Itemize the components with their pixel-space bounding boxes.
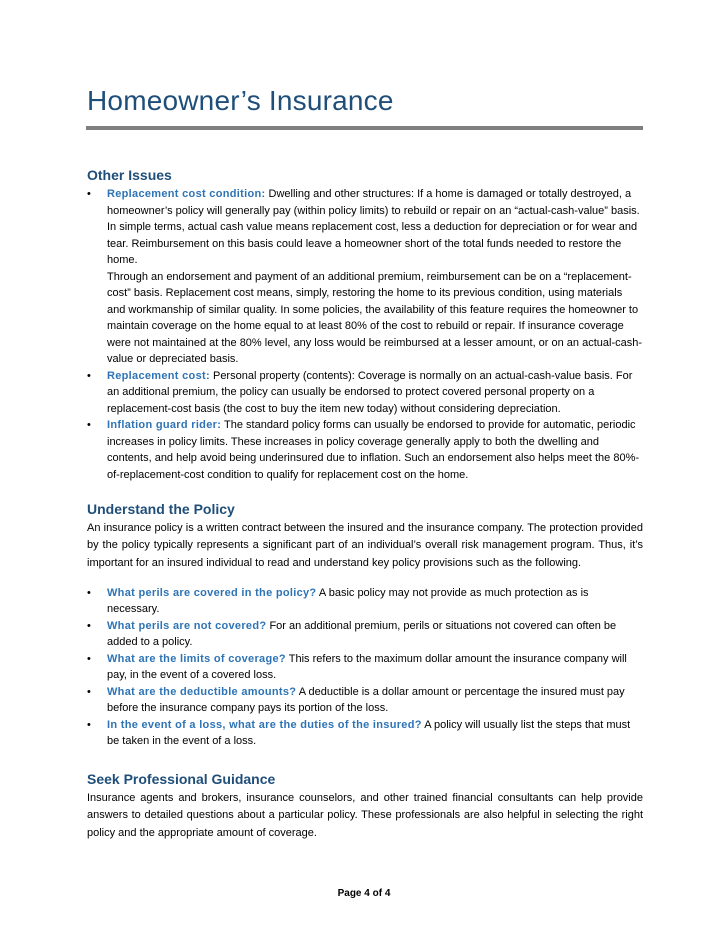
title-divider (86, 126, 643, 130)
item-lead: What are the limits of coverage? (107, 652, 286, 665)
section-heading: Other Issues (87, 167, 172, 183)
section-seek-guidance (87, 770, 643, 842)
section-paragraph: An insurance policy is a written contract between the insured and the insurance company. The protection provided by the policy typically represents a significant part of an individual’s overall risk management program. Thus, it’s important for an insured individual to read and understand key policy provisions such as the following. (87, 522, 643, 569)
page-number: Page 4 of 4 (337, 888, 391, 899)
list-item (87, 717, 643, 750)
item-text-continued: Through an endorsement and payment of an additional premium, reimbursement can be on a “replacement-cost” basis. Replacement cost means, simply, restoring the home to its previous condition, using materials and workmanship of similar quality. In some policies, the availability of this feature requires the homeowner to maintain coverage on the home equal to at least 80% of the cost to rebuild or repair. If insurance coverage were not maintained at the 80% level, any loss would be reimbursed at a lesser amount, or on an actual-cash-value or depreciated basis. (107, 270, 643, 365)
bullet-list (87, 186, 643, 483)
item-text: Personal property (contents): Coverage is normally on an actual-cash-value basis. For an additional premium, the policy can usually be endorsed to protect covered personal property on a replacement-cost basis (the cost to buy the item new today) without considering depreciation. (107, 369, 633, 415)
item-text: The standard policy forms can usually be endorsed to provide for automatic, periodic increases in policy limits. These increases in policy coverage generally apply to both the dwelling and contents, and help avoid being underinsured due to inflation. Such an endorsement also helps meet the 80%-of-replacement-cost condition to qualify for replacement cost on the home. (107, 419, 640, 481)
bullet-icon: • (87, 619, 91, 632)
section-understand-policy (87, 500, 643, 750)
list-item (87, 651, 643, 684)
section-paragraph: Insurance agents and brokers, insurance counselors, and other trained financial consultants can help provide answers to detailed questions about a particular policy. These professionals are also helpful in selecting the right policy and the appropriate amount of coverage. (87, 792, 643, 839)
bullet-icon: • (87, 419, 91, 431)
item-text: A basic policy may not provide as much protection as is necessary. (107, 586, 589, 616)
item-text: For an additional premium, perils or situations not covered can often be added to a policy. (107, 619, 617, 649)
item-lead: Inflation guard rider: (107, 419, 222, 431)
bullet-icon: • (87, 369, 91, 382)
list-item (87, 368, 643, 418)
item-lead: In the event of a loss, what are the duties of the insured? (107, 718, 422, 731)
item-text: A policy will usually list the steps that must be taken in the event of a loss. (107, 718, 631, 748)
item-text: This refers to the maximum dollar amount the insurance company will pay, in the event of a covered loss. (107, 652, 627, 682)
item-lead: What are the deductible amounts? (107, 685, 297, 698)
bullet-icon: • (87, 685, 91, 698)
bullet-icon: • (87, 188, 91, 200)
section-other-issues (87, 166, 643, 483)
bullet-icon: • (87, 652, 91, 665)
item-lead: What perils are not covered? (107, 619, 267, 632)
list-item (87, 585, 643, 618)
bullet-icon: • (87, 586, 91, 599)
section-heading: Understand the Policy (87, 501, 235, 517)
item-lead: Replacement cost condition: (107, 188, 266, 200)
list-item (87, 417, 643, 483)
section-heading: Seek Professional Guidance (87, 771, 276, 787)
list-item (87, 618, 643, 651)
bullet-list (87, 585, 643, 750)
item-lead: Replacement cost: (107, 369, 210, 382)
page-title: Homeowner’s Insurance (87, 85, 394, 116)
list-item (87, 684, 643, 717)
item-lead: What perils are covered in the policy? (107, 586, 317, 599)
item-text: Dwelling and other structures: If a home is damaged or totally destroyed, a homeowner’s policy will generally pay (within policy limits) to rebuild or repair on an “actual-cash-value” basis. In simple terms, actual cash value means replacement cost, less a deduction for depreciation or for wear and tear. Reimbursement on this basis could leave a homeowner short of the total funds needed to restore the home. (107, 188, 640, 266)
bullet-icon: • (87, 718, 91, 731)
item-text: A deductible is a dollar amount or percentage the insured must pay before the insurance company pays its portion of the loss. (107, 685, 625, 715)
list-item (87, 186, 643, 368)
